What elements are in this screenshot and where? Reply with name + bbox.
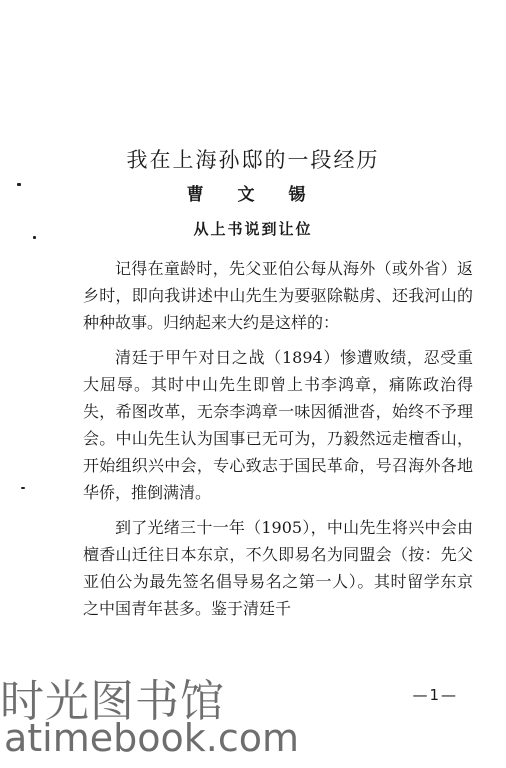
scan-speck bbox=[17, 183, 21, 186]
watermark-chinese: 时光图书馆 bbox=[0, 676, 225, 727]
article-title: 我在上海孙邸的一段经历 bbox=[126, 148, 380, 173]
article-body bbox=[83, 255, 473, 630]
section-heading: 从上书说到让位 bbox=[193, 220, 313, 238]
paragraph-2: 清廷于甲午对日之战（1894）惨遭败绩，忍受重大屈辱。其时中山先生即曾上书李鸿章，痛陈政治得失，希图改革，无奈李鸿章一味因循泄沓，始终不予理会。中山先生认为国事已无可为，乃毅然远走檀香山，开始组织兴中会，专心致志于国民革命，号召海外各地华侨，推倒满清。 bbox=[83, 348, 473, 502]
paragraph-3: 到了光绪三十一年（1905），中山先生将兴中会由檀香山迁往日本东京，不久即易名为同盟会（按：先父亚伯公为最先签名倡导易名之第一人）。其时留学东京之中国青年甚多。鉴于清廷千 bbox=[83, 518, 473, 618]
paragraph-1: 记得在童龄时，先父亚伯公每从海外（或外省）返乡时，即向我讲述中山先生为要驱除鞑虏、还我河山的种种故事。归纳起来大约是这样的： bbox=[83, 259, 473, 332]
page-number: —1— bbox=[412, 686, 458, 704]
scan-speck bbox=[21, 487, 25, 489]
author-name: 曹 文 锡 bbox=[186, 185, 320, 205]
scan-speck bbox=[33, 236, 36, 239]
watermark-url: atimebook.com bbox=[4, 716, 300, 760]
